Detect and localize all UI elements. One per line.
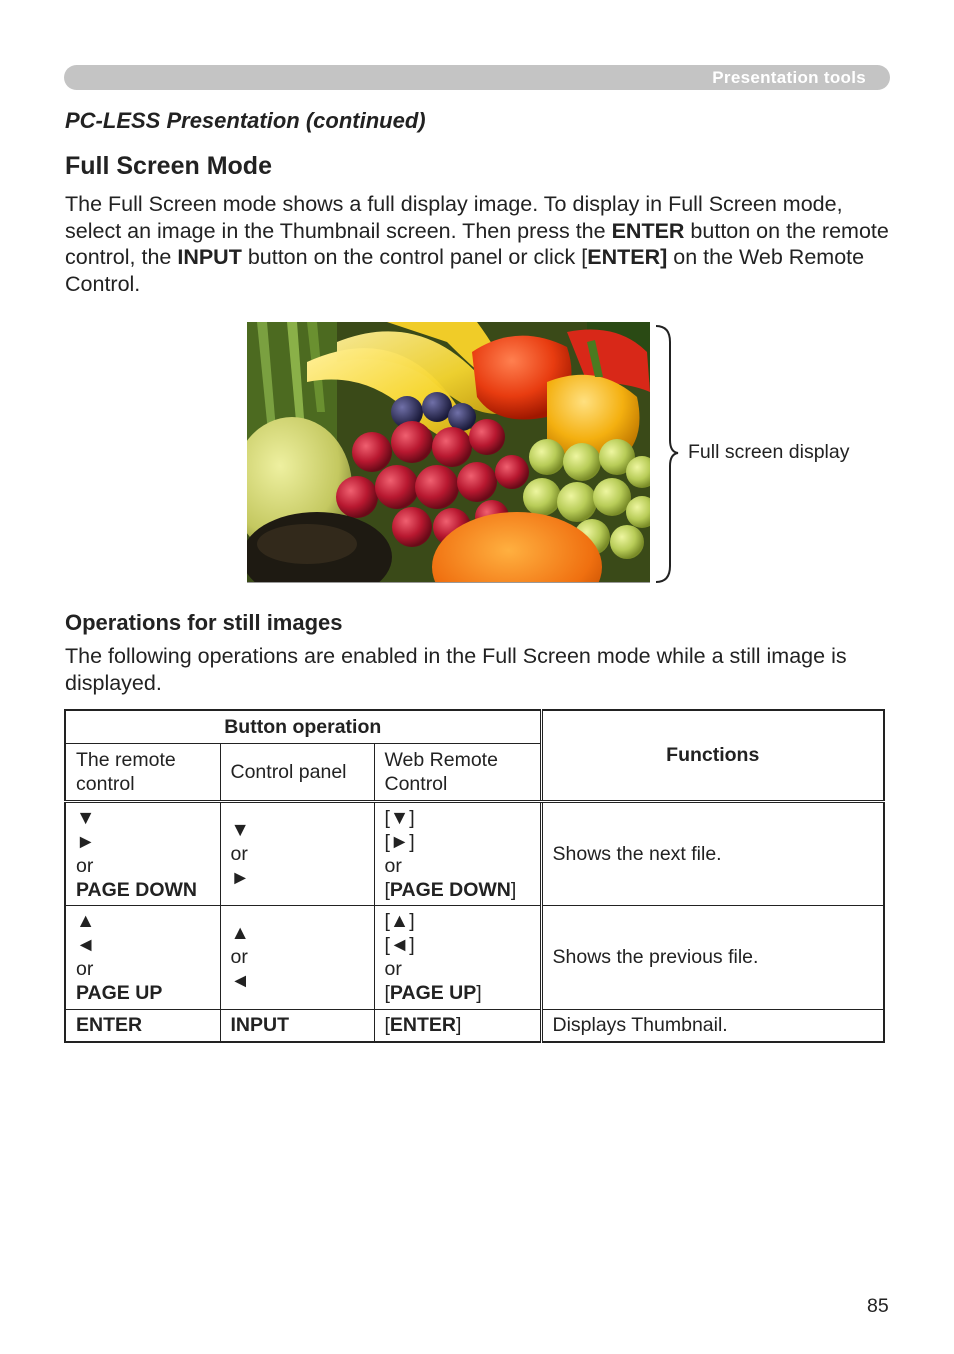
table-row (65, 1009, 884, 1042)
remote-cell: ▲ ◄ or PAGE UP (65, 905, 220, 1009)
web-cell: [ENTER] (374, 1009, 541, 1042)
web-cell: [▼] [►] or [PAGE DOWN] (374, 801, 541, 905)
functions-header: Functions (541, 710, 884, 801)
panel-cell: ▼ or ► (220, 801, 374, 905)
panel-cell: INPUT (220, 1009, 374, 1042)
section-title: Full Screen Mode (65, 152, 272, 180)
header-bar (64, 65, 890, 90)
intro-paragraph: The Full Screen mode shows a full display image. To display in Full Screen mode, select an image in the Thumbnail screen. Then press the ENTER button on the remote control, the INPUT button on the control panel or click [ENTER] on the Web Remote Control. (65, 192, 889, 296)
figure-callout: Full screen display (688, 441, 850, 463)
function-cell: Shows the next file. (541, 801, 884, 905)
remote-cell: ▼ ► or PAGE DOWN (65, 801, 220, 905)
operations-table (64, 709, 885, 1043)
full-screen-photo (247, 322, 650, 583)
col-panel-header: Control panel (220, 743, 374, 801)
col-remote-header: The remote control (65, 743, 220, 801)
group-header: Button operation (65, 710, 541, 743)
col-web-header: Web Remote Control (374, 743, 541, 801)
table-row (65, 905, 884, 1009)
remote-cell: ENTER (65, 1009, 220, 1042)
web-cell: [▲] [◄] or [PAGE UP] (374, 905, 541, 1009)
page-number: 85 (867, 1295, 889, 1317)
table-row (65, 801, 884, 905)
panel-cell: ▲ or ◄ (220, 905, 374, 1009)
ops-title: Operations for still images (65, 610, 343, 635)
page-subtitle: PC-LESS Presentation (continued) (65, 108, 426, 133)
function-cell: Shows the previous file. (541, 905, 884, 1009)
function-cell: Displays Thumbnail. (541, 1009, 884, 1042)
ops-description: The following operations are enabled in the Full Screen mode while a still image is displayed. (65, 644, 847, 695)
header-section-label: Presentation tools (712, 68, 866, 87)
